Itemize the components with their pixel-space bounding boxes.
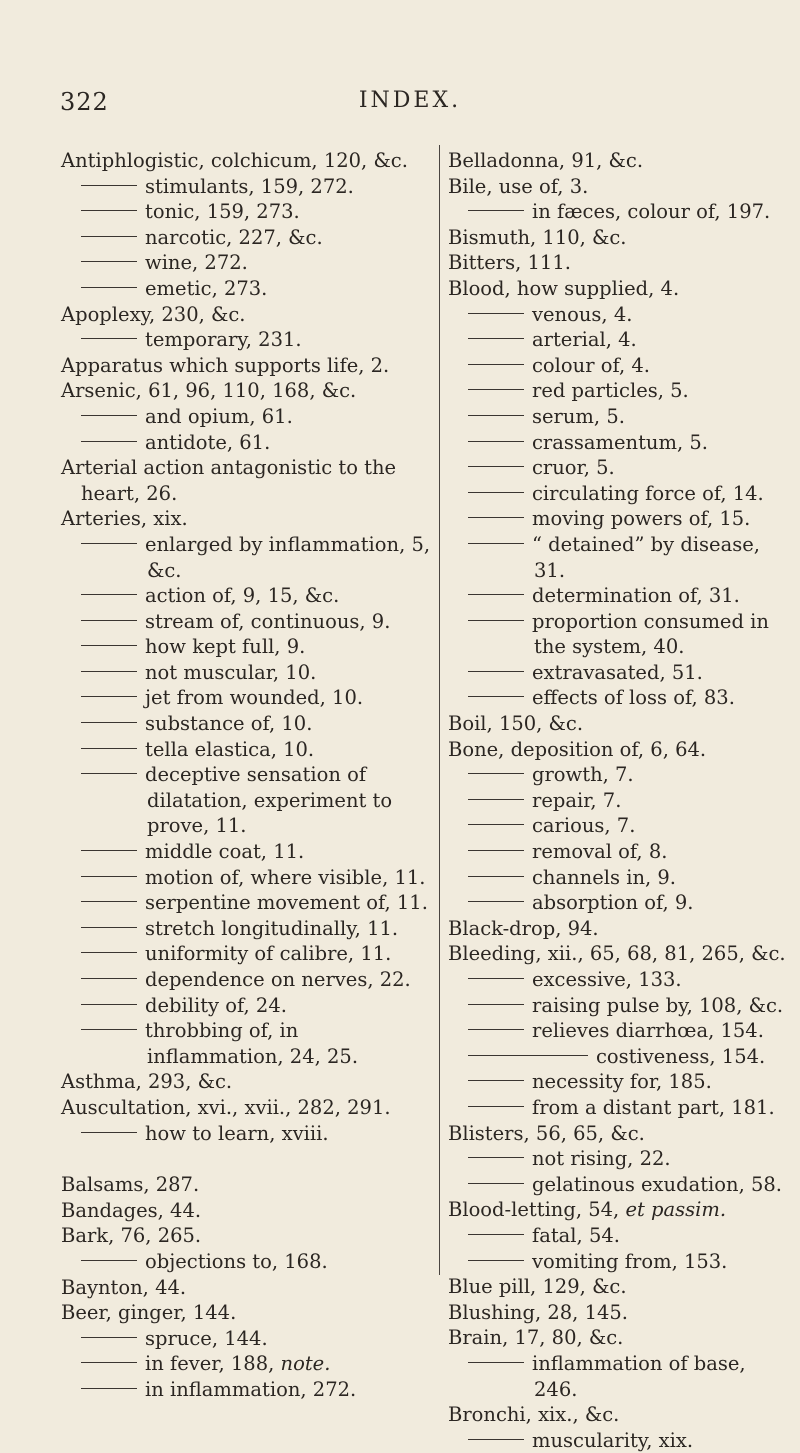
ditto-dash — [468, 415, 524, 416]
entry-text: Boil, 150, &c. — [448, 712, 584, 736]
ditto-dash — [468, 441, 524, 442]
entry-text: objections to, 168. — [145, 1249, 328, 1273]
index-entry — [448, 250, 790, 276]
index-subentry — [61, 865, 441, 891]
entry-text: middle coat, 11. — [145, 840, 305, 864]
entry-text: motion of, where visible, 11. — [145, 865, 426, 889]
entry-text: stream of, continuous, 9. — [145, 609, 391, 633]
entry-text: determination of, 31. — [532, 584, 740, 608]
entry-text: extravasated, 51. — [532, 660, 703, 684]
ditto-dash — [468, 1080, 524, 1081]
entry-text: absorption of, 9. — [532, 891, 694, 915]
index-entry — [448, 916, 790, 942]
index-subentry — [448, 1223, 790, 1249]
index-subentry — [61, 916, 441, 942]
ditto-dash — [81, 185, 137, 186]
ditto-dash — [81, 645, 137, 646]
ditto-dash — [81, 338, 137, 339]
ditto-dash — [468, 492, 524, 493]
index-subentry — [448, 481, 790, 507]
index-subentry — [448, 430, 790, 456]
entry-text: Bronchi, xix., &c. — [448, 1403, 620, 1427]
index-entry — [448, 1121, 790, 1147]
ditto-dash — [81, 773, 137, 774]
index-subentry — [448, 1146, 790, 1172]
entry-text: proportion consumed in the system, 40. — [532, 609, 769, 659]
entry-text: Black-drop, 94. — [448, 916, 599, 940]
ditto-dash — [468, 389, 524, 390]
entry-text: uniformity of calibre, 11. — [145, 942, 392, 966]
ditto-dash — [468, 799, 524, 800]
entry-text: debility of, 24. — [145, 993, 287, 1017]
entry-text: channels in, 9. — [532, 865, 677, 889]
entry-text: Balsams, 287. — [61, 1173, 200, 1197]
ditto-dash — [81, 620, 137, 621]
index-entry — [448, 737, 790, 763]
index-subentry — [61, 839, 441, 865]
ditto-dash — [81, 978, 137, 979]
index-column-left — [61, 148, 441, 1403]
index-subentry — [61, 327, 441, 353]
entry-text: effects of loss of, 83. — [532, 686, 735, 710]
index-subentry — [448, 685, 790, 711]
index-entry — [61, 1198, 441, 1224]
index-entry — [61, 302, 441, 328]
ditto-dash — [468, 620, 524, 621]
entry-text: enlarged by inflammation, 5, &c. — [145, 532, 431, 582]
index-subentry — [61, 609, 441, 635]
index-entry — [448, 225, 790, 251]
index-subentry — [448, 532, 790, 583]
index-subentry — [61, 737, 441, 763]
index-subentry — [61, 225, 441, 251]
ditto-dash — [468, 1234, 524, 1235]
entry-text: substance of, 10. — [145, 712, 313, 736]
entry-text: Bitters, 111. — [448, 251, 571, 275]
index-entry — [448, 711, 790, 737]
ditto-dash — [468, 517, 524, 518]
entry-text: in fever, 188, — [145, 1352, 275, 1376]
entry-text: Asthma, 293, &c. — [61, 1070, 233, 1094]
ditto-dash — [81, 901, 137, 902]
index-entry — [448, 1402, 790, 1428]
entry-text: circulating force of, 14. — [532, 481, 764, 505]
entry-text: crassamentum, 5. — [532, 430, 708, 454]
page-number: 322 — [60, 88, 109, 116]
entry-text: venous, 4. — [532, 302, 633, 326]
entry-text: Arsenic, 61, 96, 110, 168, &c. — [61, 379, 357, 403]
index-subentry — [61, 993, 441, 1019]
index-subentry — [61, 1121, 441, 1147]
index-subentry — [61, 430, 441, 456]
index-subentry — [448, 1095, 790, 1121]
index-subentry — [448, 993, 790, 1019]
entry-text: colour of, 4. — [532, 353, 650, 377]
index-subentry — [61, 1249, 441, 1275]
index-subentry — [448, 788, 790, 814]
entry-text: how kept full, 9. — [145, 635, 306, 659]
ditto-dash — [81, 1362, 137, 1363]
index-subentry — [61, 762, 441, 839]
entry-text: Bismuth, 110, &c. — [448, 225, 627, 249]
index-subentry — [448, 378, 790, 404]
ditto-dash — [468, 1004, 524, 1005]
index-entry — [61, 1069, 441, 1095]
ditto-dash — [468, 671, 524, 672]
entry-text: growth, 7. — [532, 763, 634, 787]
index-subentry — [61, 1326, 441, 1352]
index-entry — [61, 1095, 441, 1121]
ditto-dash — [81, 696, 137, 697]
index-subentry — [61, 404, 441, 430]
ditto-dash — [81, 210, 137, 211]
index-entry — [61, 1223, 441, 1249]
index-subentry — [61, 583, 441, 609]
ditto-dash — [81, 1029, 137, 1030]
ditto-dash — [81, 927, 137, 928]
entry-text: arterial, 4. — [532, 328, 637, 352]
ditto-dash — [468, 824, 524, 825]
index-entry — [448, 1300, 790, 1326]
index-entry — [448, 941, 790, 967]
ditto-dash — [468, 543, 524, 544]
entry-text: deceptive sensation of dilatation, experiment to prove, 11. — [145, 763, 393, 838]
index-subentry — [448, 1069, 790, 1095]
index-entry — [61, 378, 441, 404]
index-subentry — [61, 276, 441, 302]
index-subentry — [61, 967, 441, 993]
ditto-dash — [81, 1004, 137, 1005]
ditto-dash — [468, 210, 524, 211]
ditto-dash — [468, 1183, 524, 1184]
entry-text: removal of, 8. — [532, 840, 668, 864]
index-entry — [61, 506, 441, 532]
ditto-dash — [468, 901, 524, 902]
index-subentry — [61, 174, 441, 200]
ditto-dash — [81, 722, 137, 723]
entry-text: repair, 7. — [532, 788, 622, 812]
index-subentry — [448, 1044, 790, 1070]
entry-text: vomiting from, 153. — [532, 1249, 728, 1273]
ditto-dash — [81, 415, 137, 416]
section-gap — [61, 1146, 441, 1172]
index-entry — [61, 1275, 441, 1301]
index-entry — [448, 1197, 790, 1223]
entry-text: Blisters, 56, 65, &c. — [448, 1121, 645, 1145]
index-subentry — [61, 1377, 441, 1403]
running-title: INDEX. — [358, 88, 462, 113]
ditto-dash — [468, 1260, 524, 1261]
index-subentry — [448, 1249, 790, 1275]
ditto-dash — [81, 671, 137, 672]
entry-text: how to learn, xviii. — [145, 1121, 329, 1145]
entry-text: Bark, 76, 265. — [61, 1224, 202, 1248]
ditto-dash — [468, 696, 524, 697]
entry-text: not muscular, 10. — [145, 660, 317, 684]
ditto-dash — [81, 952, 137, 953]
index-subentry — [448, 890, 790, 916]
entry-text: temporary, 231. — [145, 328, 302, 352]
entry-text: and opium, 61. — [145, 404, 293, 428]
entry-text: gelatinous exudation, 58. — [532, 1172, 783, 1196]
ditto-dash — [468, 364, 524, 365]
ditto-dash — [81, 876, 137, 877]
index-subentry — [448, 813, 790, 839]
entry-text: narcotic, 227, &c. — [145, 225, 323, 249]
index-subentry — [448, 865, 790, 891]
index-entry — [61, 1300, 441, 1326]
index-subentry — [448, 199, 790, 225]
entry-text: necessity for, 185. — [532, 1070, 712, 1094]
index-entry — [448, 1274, 790, 1300]
index-entry — [448, 1325, 790, 1351]
index-subentry — [61, 660, 441, 686]
entry-text: Auscultation, xvi., xvii., 282, 291. — [61, 1095, 391, 1119]
ditto-dash — [468, 1439, 524, 1440]
index-subentry — [61, 890, 441, 916]
index-column-right — [448, 148, 790, 1453]
ditto-dash — [468, 313, 524, 314]
entry-text: muscularity, xix. — [532, 1428, 694, 1452]
ditto-dash — [468, 1029, 524, 1030]
index-subentry — [448, 583, 790, 609]
index-subentry — [448, 327, 790, 353]
entry-text: throbbing of, in inflammation, 24, 25. — [145, 1019, 359, 1068]
entry-text: Bandages, 44. — [61, 1198, 202, 1222]
ditto-dash — [468, 850, 524, 851]
ditto-dash — [468, 466, 524, 467]
ditto-dash — [81, 1337, 137, 1338]
ditto-dash — [81, 748, 137, 749]
entry-text: serum, 5. — [532, 404, 625, 428]
ditto-dash — [81, 236, 137, 237]
index-subentry — [448, 609, 790, 660]
entry-text: relieves diarrhœa, 154. — [532, 1019, 764, 1043]
entry-text: Beer, ginger, 144. — [61, 1301, 237, 1325]
index-subentry — [448, 1172, 790, 1198]
index-subentry — [61, 1018, 441, 1069]
index-subentry — [448, 762, 790, 788]
ditto-dash — [81, 1132, 137, 1133]
entry-text: antidote, 61. — [145, 430, 271, 454]
ditto-dash — [81, 261, 137, 262]
index-entry — [448, 148, 790, 174]
ditto-dash — [81, 287, 137, 288]
ditto-dash — [468, 594, 524, 595]
entry-text: spruce, 144. — [145, 1326, 268, 1350]
index-subentry — [61, 199, 441, 225]
entry-text: in fæces, colour of, 197. — [532, 200, 771, 224]
ditto-dash — [468, 978, 524, 979]
index-subentry — [61, 685, 441, 711]
index-subentry — [448, 839, 790, 865]
entry-text: Bile, use of, 3. — [448, 174, 589, 198]
entry-text: in inflammation, 272. — [145, 1377, 357, 1401]
ditto-dash — [468, 338, 524, 339]
ditto-dash — [468, 1106, 524, 1107]
entry-italic-note: note. — [280, 1352, 331, 1376]
entry-text: stimulants, 159, 272. — [145, 174, 354, 198]
index-subentry — [448, 1351, 790, 1402]
ditto-dash — [81, 1388, 137, 1389]
entry-text: carious, 7. — [532, 814, 636, 838]
index-entry — [61, 455, 441, 506]
index-subentry — [448, 1428, 790, 1453]
entry-text: wine, 272. — [145, 251, 248, 275]
index-subentry — [448, 967, 790, 993]
index-subentry — [448, 660, 790, 686]
entry-italic-note: et passim. — [625, 1198, 727, 1222]
entry-text: Antiphlogistic, colchicum, 120, &c. — [61, 149, 408, 172]
ditto-dash — [468, 1362, 524, 1363]
index-entry — [448, 174, 790, 200]
ditto-dash — [81, 441, 137, 442]
ditto-dash — [468, 773, 524, 774]
index-entry — [448, 276, 790, 302]
entry-text: emetic, 273. — [145, 276, 268, 300]
entry-text: Bleeding, xii., 65, 68, 81, 265, &c. — [448, 942, 786, 966]
page-header — [60, 88, 760, 118]
entry-text: Apoplexy, 230, &c. — [61, 302, 246, 326]
index-entry — [61, 1172, 441, 1198]
entry-text: action of, 9, 15, &c. — [145, 584, 340, 608]
entry-text: Arterial action antagonistic to the heart, 26. — [61, 456, 397, 505]
index-subentry — [61, 711, 441, 737]
index-subentry — [61, 941, 441, 967]
index-subentry — [61, 532, 441, 583]
entry-text: Apparatus which supports life, 2. — [61, 353, 390, 377]
ditto-dash — [81, 850, 137, 851]
entry-text: Brain, 17, 80, &c. — [448, 1326, 624, 1350]
index-subentry — [448, 455, 790, 481]
entry-text: Blue pill, 129, &c. — [448, 1275, 627, 1299]
entry-text: Baynton, 44. — [61, 1275, 187, 1299]
index-subentry — [448, 302, 790, 328]
entry-text: jet from wounded, 10. — [145, 686, 364, 710]
index-entry — [61, 148, 441, 174]
index-subentry — [448, 404, 790, 430]
entry-text: fatal, 54. — [532, 1223, 620, 1247]
ditto-dash — [468, 1055, 588, 1056]
ditto-dash — [81, 594, 137, 595]
index-subentry — [61, 250, 441, 276]
index-subentry — [448, 506, 790, 532]
index-subentry — [61, 634, 441, 660]
ditto-dash — [81, 543, 137, 544]
index-subentry — [448, 1018, 790, 1044]
entry-text: red particles, 5. — [532, 379, 689, 403]
index-entry — [61, 353, 441, 379]
ditto-dash — [81, 1260, 137, 1261]
entry-text: Arteries, xix. — [61, 507, 188, 531]
entry-text: inflammation of base, 246. — [532, 1351, 746, 1401]
entry-text: Blood, how supplied, 4. — [448, 276, 680, 300]
entry-text: from a distant part, 181. — [532, 1095, 775, 1119]
ditto-dash — [468, 876, 524, 877]
entry-text: serpentine movement of, 11. — [145, 891, 428, 915]
entry-text: “ detained” by disease, 31. — [532, 532, 760, 582]
entry-text: Blushing, 28, 145. — [448, 1300, 628, 1324]
ditto-dash — [468, 1157, 524, 1158]
entry-text: costiveness, 154. — [596, 1044, 766, 1068]
entry-text: tonic, 159, 273. — [145, 200, 300, 224]
entry-text: Belladonna, 91, &c. — [448, 149, 644, 172]
entry-text: excessive, 133. — [532, 968, 682, 991]
index-subentry — [448, 353, 790, 379]
entry-text: moving powers of, 15. — [532, 507, 751, 531]
entry-text: dependence on nerves, 22. — [145, 968, 411, 991]
entry-text: cruor, 5. — [532, 456, 615, 480]
entry-text: Blood-letting, 54, — [448, 1198, 620, 1222]
entry-text: not rising, 22. — [532, 1147, 671, 1171]
entry-text: tella elastica, 10. — [145, 737, 315, 761]
entry-text: raising pulse by, 108, &c. — [532, 993, 784, 1017]
entry-text: Bone, deposition of, 6, 64. — [448, 737, 707, 761]
entry-text: stretch longitudinally, 11. — [145, 916, 399, 940]
index-subentry — [61, 1351, 441, 1377]
